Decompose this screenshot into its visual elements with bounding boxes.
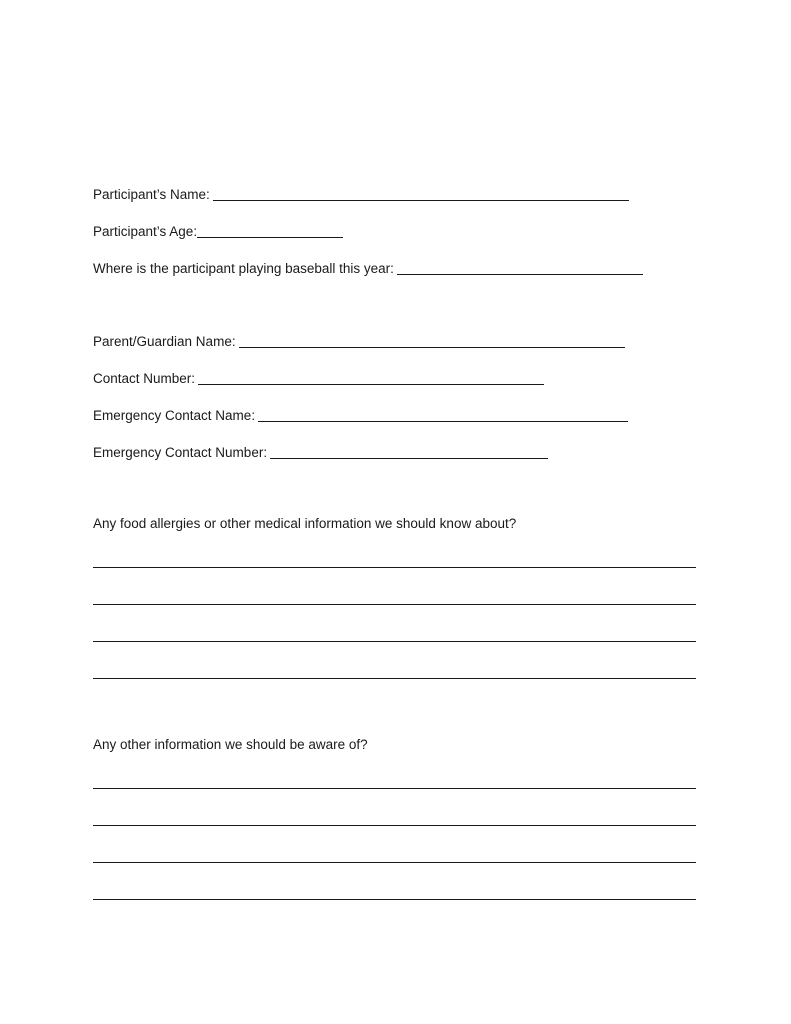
emergency-name-blank[interactable] [258,407,628,422]
other-info-answer-line[interactable] [93,788,696,789]
medical-answer-line[interactable] [93,567,696,568]
participant-location-field [93,257,643,277]
other-info-answer-line[interactable] [93,862,696,863]
medical-answer-line[interactable] [93,604,696,605]
other-info-answer-line[interactable] [93,899,696,900]
guardian-name-blank[interactable] [239,333,625,348]
emergency-number-label: Emergency Contact Number: [93,445,268,460]
participant-location-blank[interactable] [397,260,643,275]
participant-name-field [93,183,629,203]
medical-answer-line[interactable] [93,678,696,679]
participant-age-field [93,220,343,240]
emergency-name-label: Emergency Contact Name: [93,408,256,423]
contact-number-label: Contact Number: [93,371,196,386]
emergency-name-field [93,404,628,424]
other-info-answer-line[interactable] [93,825,696,826]
emergency-number-blank[interactable] [270,444,548,459]
participant-name-blank[interactable] [213,186,629,201]
emergency-number-field [93,441,548,461]
participant-age-blank[interactable] [197,223,343,238]
other-info-question: Any other information we should be aware of? [93,737,368,752]
medical-question: Any food allergies or other medical information we should know about? [93,516,517,531]
participant-age-label: Participant’s Age: [93,224,198,239]
contact-number-field [93,367,544,387]
guardian-name-label: Parent/Guardian Name: [93,334,236,349]
guardian-name-field [93,330,625,350]
contact-number-blank[interactable] [198,370,544,385]
medical-answer-line[interactable] [93,641,696,642]
participant-location-label: Where is the participant playing baseball this year: [93,261,394,276]
participant-name-label: Participant’s Name: [93,187,210,202]
